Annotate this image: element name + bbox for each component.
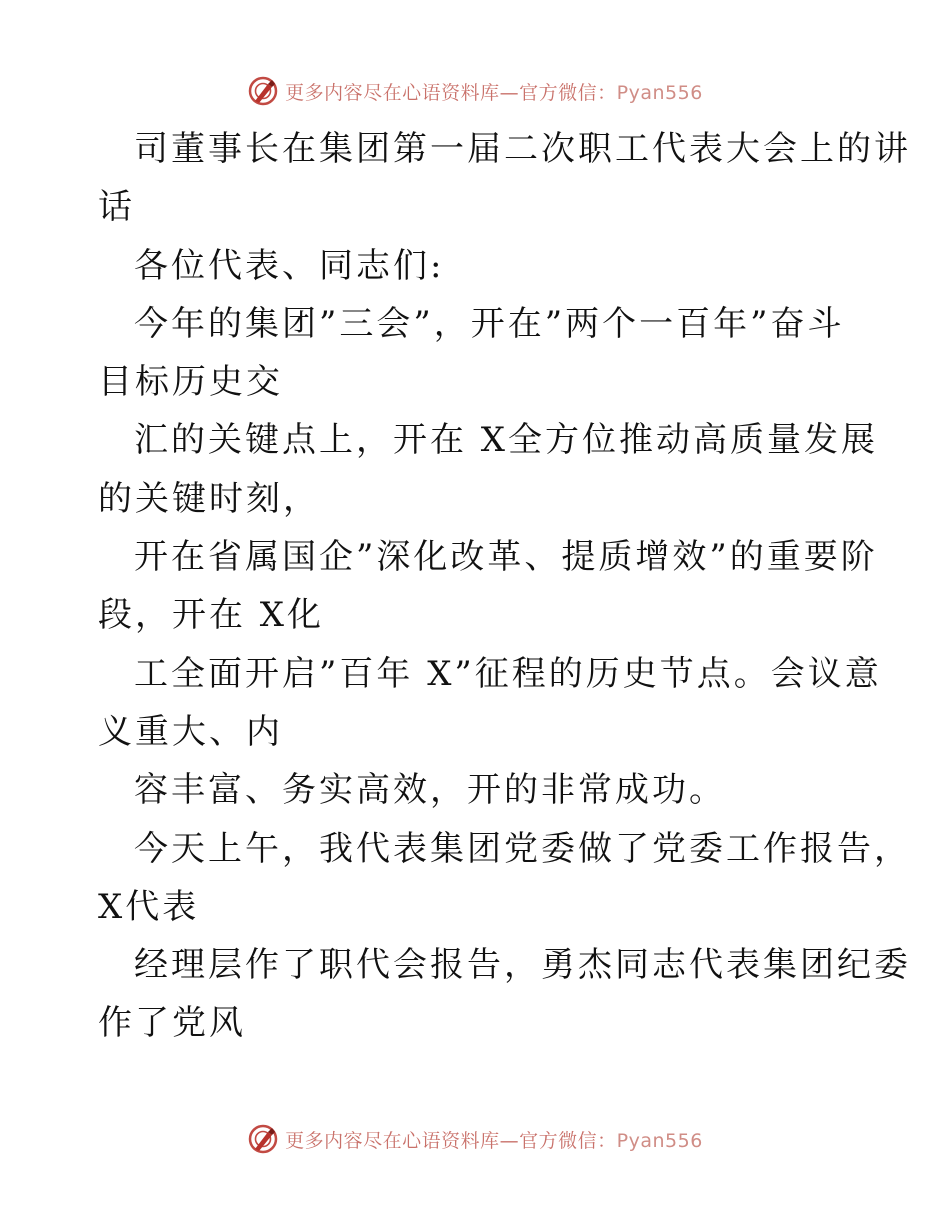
text-line: 开在省属国企”深化改革、提质增效”的重要阶: [134, 537, 878, 578]
text-line: 段，开在 X化: [98, 595, 325, 636]
text-line: 目标历史交: [98, 362, 283, 403]
header-banner: [0, 71, 950, 111]
text-line: 话: [98, 187, 135, 228]
pen-logo-icon: [247, 75, 279, 107]
text-line: 司董事长在集团第一届二次职工代表大会上的讲: [134, 129, 911, 169]
text-line: 各位代表、同志们:: [134, 245, 445, 286]
text-line: 今年的集团”三会”，开在”两个一百年”奋斗: [134, 303, 845, 344]
text-line: X代表: [98, 886, 200, 927]
pen-logo-icon: [247, 1123, 279, 1155]
document-body: [98, 120, 911, 1053]
text-line: 容丰富、务实高效，开的非常成功。: [134, 770, 726, 811]
text-line: 经理层作了职代会报告，勇杰同志代表集团纪委: [134, 945, 911, 986]
banner-handle: Pyan556: [616, 81, 703, 104]
banner-text: [285, 78, 703, 105]
banner-handle: Pyan556: [616, 1129, 703, 1152]
footer-banner: [0, 1119, 950, 1159]
text-line: 汇的关键点上，开在 X全方位推动高质量发展: [134, 420, 879, 461]
banner-site-text: 更多内容尽在心语资料库—官方微信：: [285, 81, 617, 104]
text-line: 的关键时刻，: [98, 478, 320, 519]
banner-site-text: 更多内容尽在心语资料库—官方微信：: [285, 1129, 617, 1152]
text-line: 作了党风: [98, 1003, 246, 1044]
text-line: 今天上午，我代表集团党委做了党委工作报告，: [134, 828, 911, 869]
text-line: 工全面开启”百年 X”征程的历史节点。会议意: [134, 653, 882, 694]
banner-text: [285, 1126, 703, 1153]
text-line: 义重大、内: [98, 711, 283, 752]
